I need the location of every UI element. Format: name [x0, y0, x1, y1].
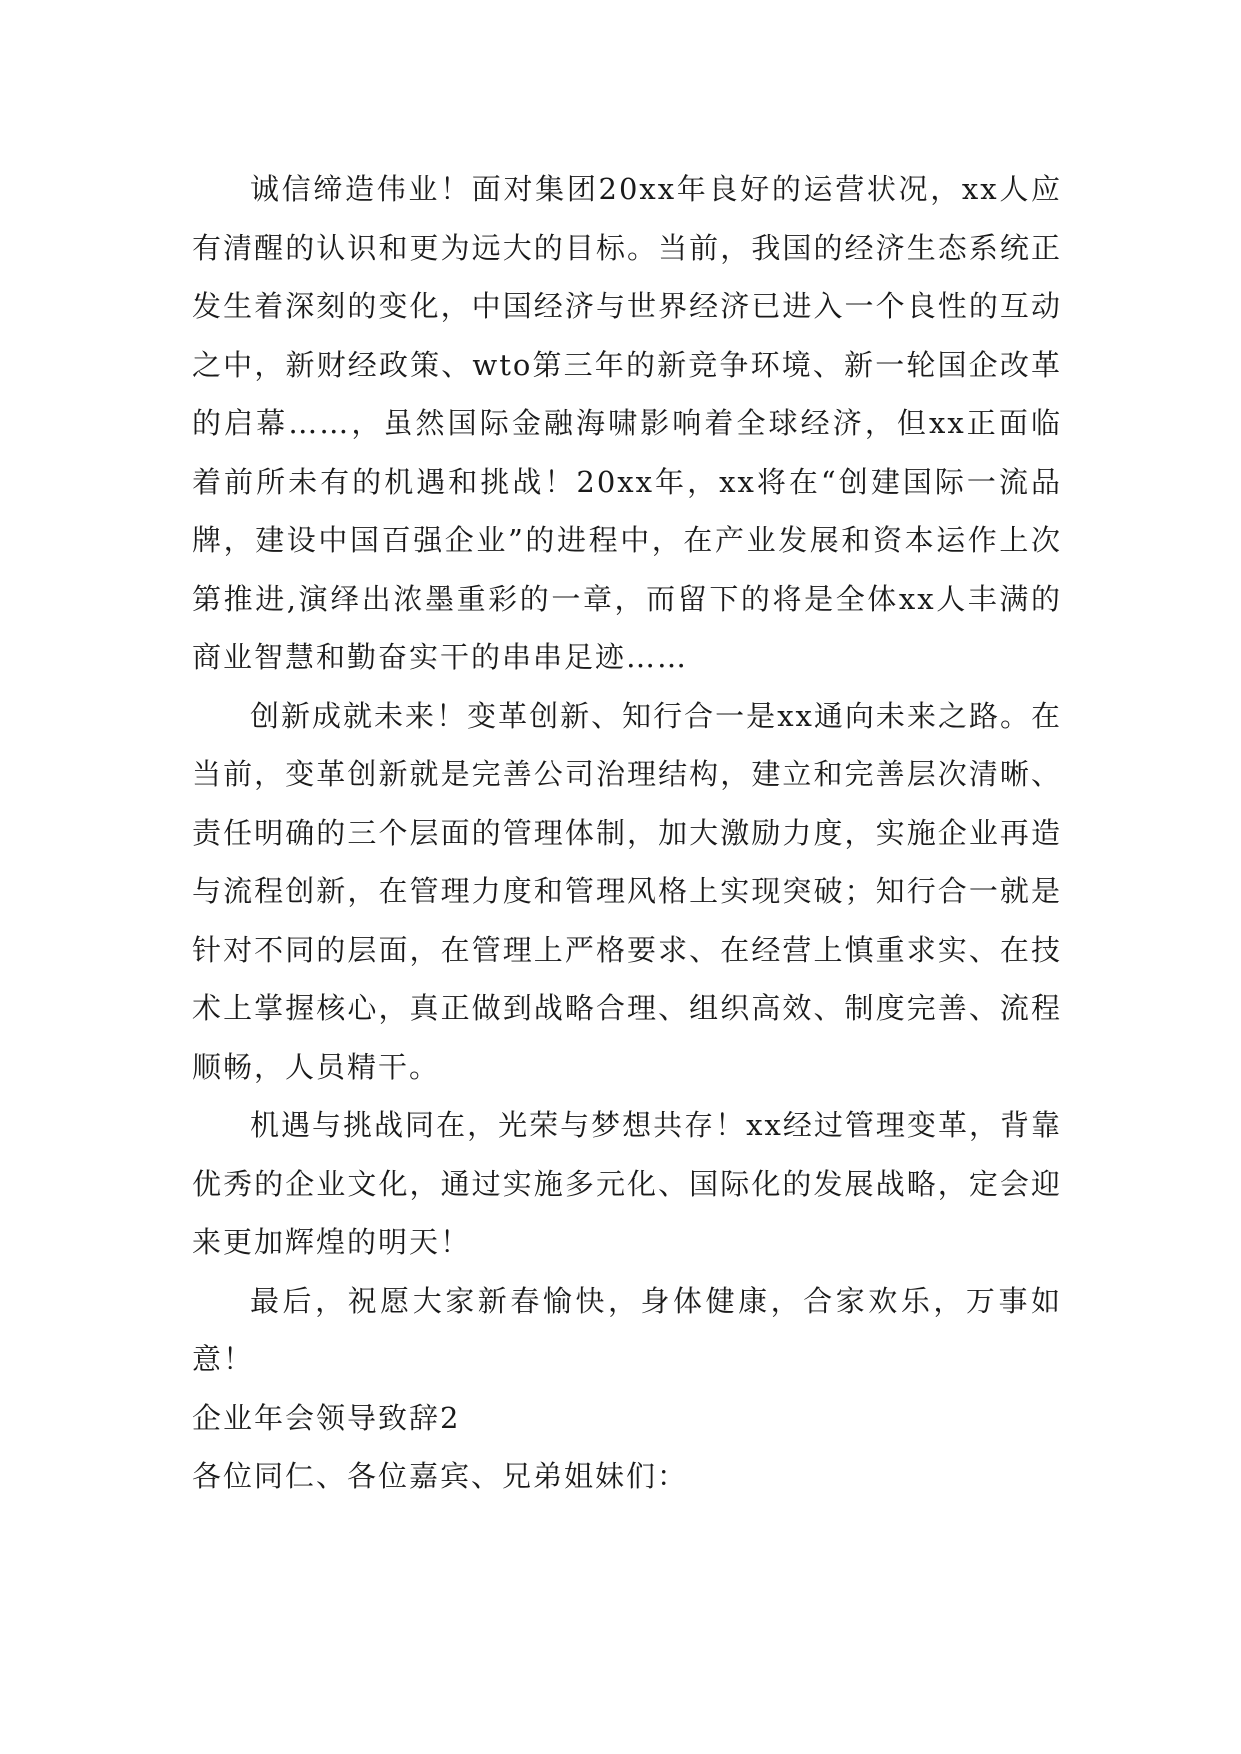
section-title: 企业年会领导致辞2 [192, 1400, 461, 1435]
document-body [192, 160, 1062, 1506]
paragraph-innovation: 创新成就未来！变革创新、知行合一是xx通向未来之路。在当前，变革创新就是完善公司治理结构，建立和完善层次清晰、责任明确的三个层面的管理体制，加大激励力度，实施企业再造与流程创新，在管理力度和管理风格上实现突破；知行合一就是针对不同的层面，在管理上严格要求、在经营上慎重求实、在技术上掌握核心，真正做到战略合理、组织高效、制度完善、流程顺畅，人员精干。 [192, 698, 1062, 1084]
paragraph-integrity: 诚信缔造伟业！面对集团20xx年良好的运营状况，xx人应有清醒的认识和更为远大的目标。当前，我国的经济生态系统正发生着深刻的变化，中国经济与世界经济已进入一个良性的互动之中，新财经政策、wto第三年的新竞争环境、新一轮国企改革的启幕……，虽然国际金融海啸影响着全球经济，但xx正面临着前所未有的机遇和挑战！20xx年，xx将在“创建国际一流品牌，建设中国百强企业”的进程中，在产业发展和资本运作上次第推进,演绎出浓墨重彩的一章，而留下的将是全体xx人丰满的商业智慧和勤奋实干的串串足迹…… [192, 172, 1062, 674]
paragraph-opportunity: 机遇与挑战同在，光荣与梦想共存！xx经过管理变革，背靠优秀的企业文化，通过实施多元化、国际化的发展战略，定会迎来更加辉煌的明天！ [192, 1108, 1062, 1259]
salutation: 各位同仁、各位嘉宾、兄弟姐妹们： [192, 1459, 689, 1493]
paragraph-closing-wishes: 最后，祝愿大家新春愉快，身体健康，合家欢乐，万事如意！ [192, 1283, 1062, 1376]
